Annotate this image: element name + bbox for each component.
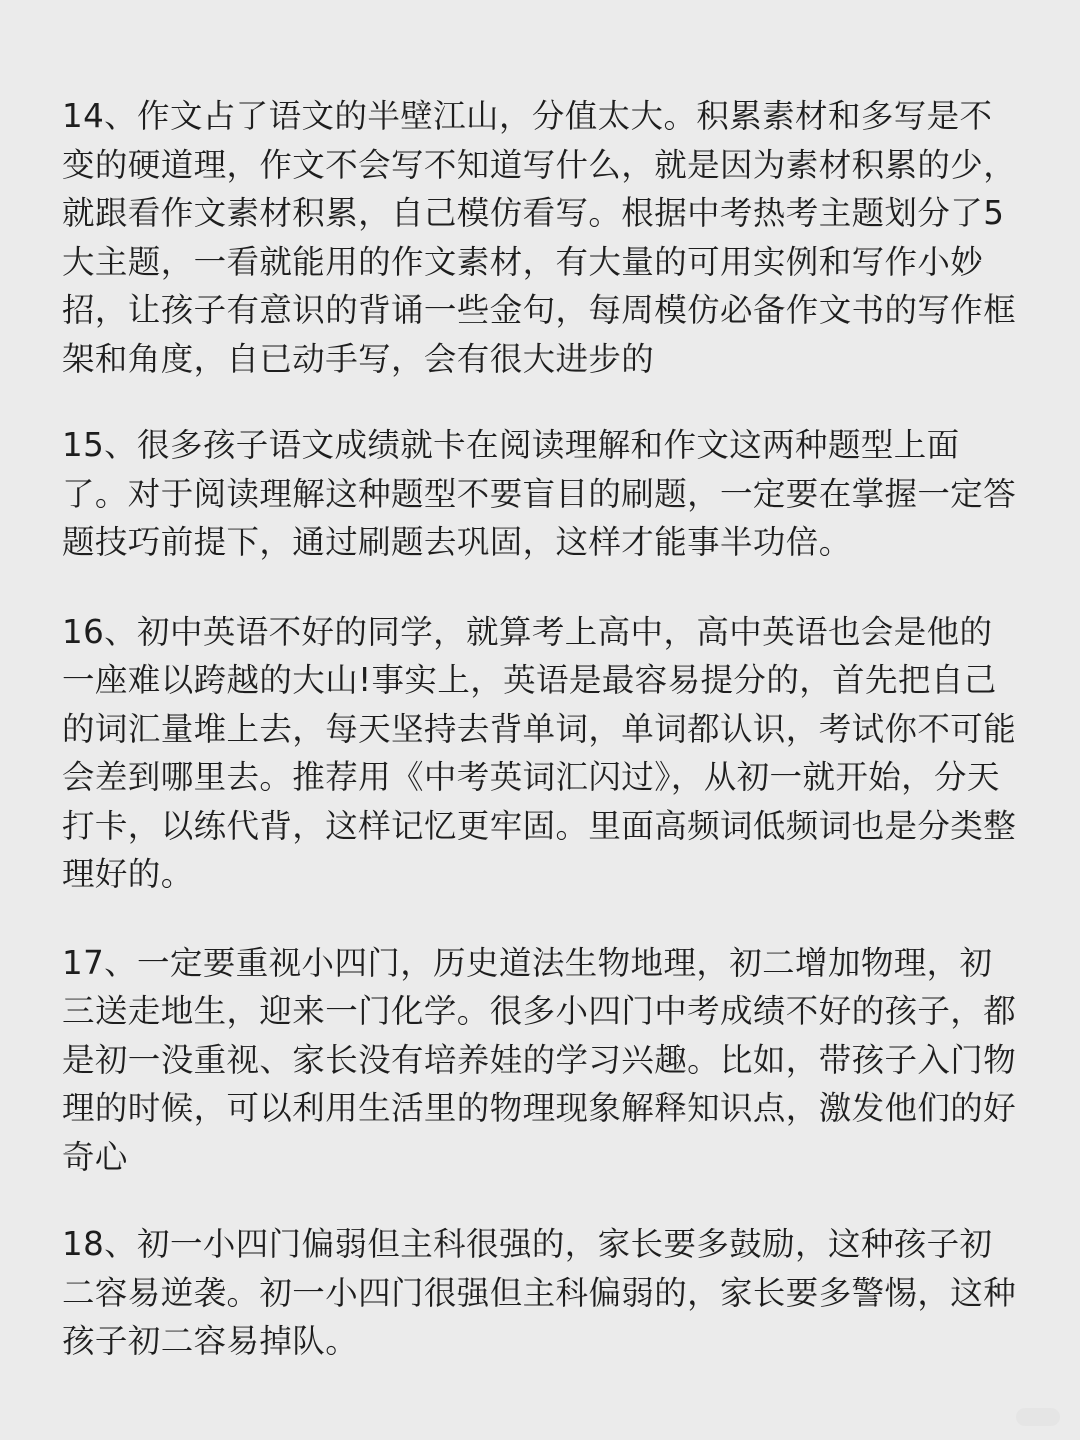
paragraph-18: 18、初一小四门偏弱但主科很强的，家长要多鼓励，这种孩子初二容易逆袭。初一小四门很强但主科偏弱的，家长要多警惕，这种孩子初二容易掉队。: [62, 1225, 1017, 1360]
paragraph-17: 17、一定要重视小四门，历史道法生物地理，初二增加物理，初三送走地生，迎来一门化学。很多小四门中考成绩不好的孩子，都是初一没重视、家长没有培养娃的学习兴趣。比如，带孩子入门物理的时候，可以利用生活里的物理现象解释知识点，激发他们的好奇心: [62, 943, 1017, 1176]
watermark-mark: [1016, 1408, 1060, 1426]
paragraph-16: 16、初中英语不好的同学，就算考上高中，高中英语也会是他的一座难以跨越的大山!事实上，英语是最容易提分的，首先把自己的词汇量堆上去，每天坚持去背单词，单词都认识，考试你不可能会差到哪里去。推荐用《中考英词汇闪过》，从初一就开始，分天打卡，以练代背，这样记忆更牢固。里面高频词低频词也是分类整理好的。: [62, 612, 1017, 893]
paragraph-15: 15、很多孩子语文成绩就卡在阅读理解和作文这两种题型上面了。对于阅读理解这种题型不要盲目的刷题，一定要在掌握一定答题技巧前提下，通过刷题去巩固，这样才能事半功倍。: [62, 426, 1017, 561]
paragraph-14: 14、作文占了语文的半壁江山，分值太大。积累素材和多写是不变的硬道理，作文不会写不知道写什么，就是因为素材积累的少，就跟看作文素材积累，自己模仿看写。根据中考热考主题划分了5大主题，一看就能用的作文素材，有大量的可用实例和写作小妙招，让孩子有意识的背诵一些金句，每周模仿必备作文书的写作框架和角度，自已动手写，会有很大进步的: [62, 97, 1017, 378]
